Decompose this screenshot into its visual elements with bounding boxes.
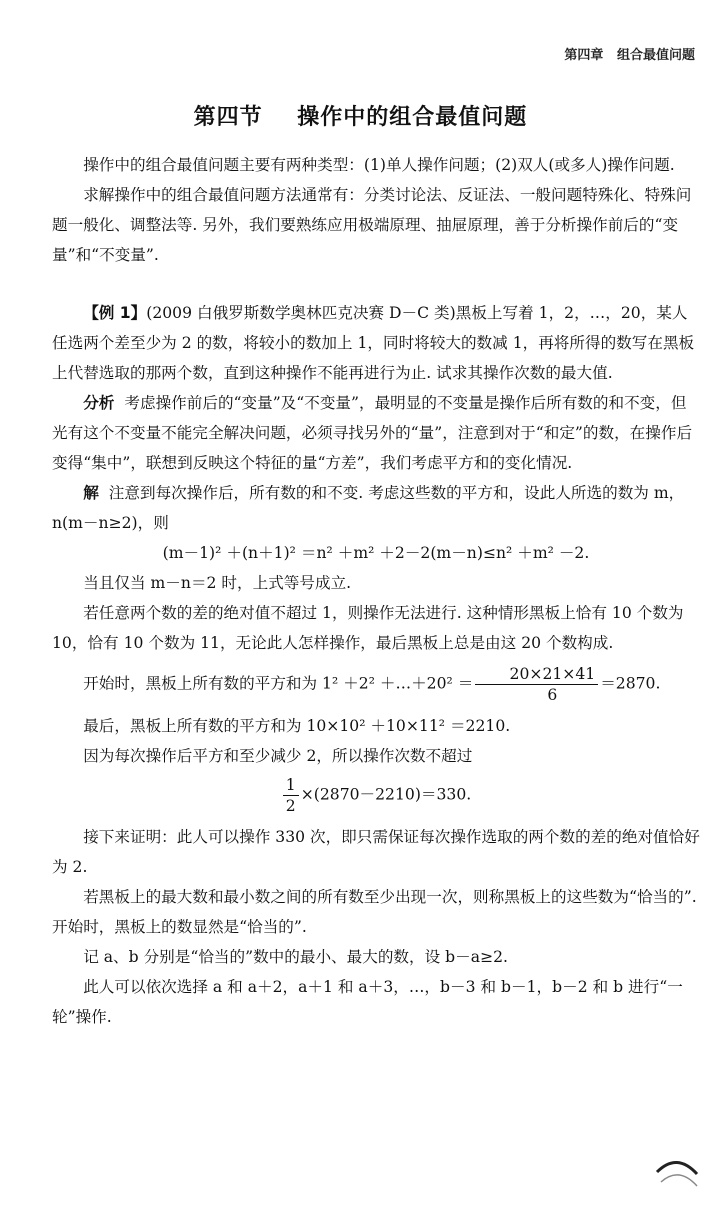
analysis-paragraph	[52, 388, 700, 478]
solution-text-1: 注意到每次操作后，所有数的和不变. 考虑这些数的平方和，设此人所选的数为 m，n(m－n≥2)，则	[52, 484, 685, 532]
solution-label: 解	[83, 484, 99, 502]
fraction-numerator: 20×21×41	[475, 664, 598, 685]
solution-paragraph-3: 若任意两个数的差的绝对值不超过 1，则操作无法进行. 这种情形黑板上恰有 10 个数为 10，恰有 10 个数为 11，无论此人怎样操作，最后黑板上总是由这 20 个数构成.	[52, 604, 684, 652]
section-title: 第四节 操作中的组合最值问题	[193, 105, 528, 130]
running-head: 第四章 组合最值问题	[564, 48, 695, 63]
example-text: (2009 白俄罗斯数学奥林匹克决赛 D－C 类)黑板上写着 1，2，…，20，某人任选两个差至少为 2 的数，将较小的数加上 1，同时将较大的数减 1，再将所得的数写在黑板上代替选取的那两个数，直到这种操作不能再进行为止. 试求其操作次数的最大值.	[52, 304, 695, 382]
fraction-denominator: 6	[547, 686, 558, 704]
equation-1: (m－1)² ＋(n＋1)² ＝n² ＋m² ＋2－2(m－n)≤n² ＋m² －2.	[162, 544, 590, 562]
fraction-half-denominator: 2	[285, 797, 296, 815]
page-curl-icon	[653, 1152, 701, 1200]
sum-squares-start-text: 开始时，黑板上所有数的平方和为 1² ＋2² ＋…＋20² ＝	[83, 674, 474, 693]
analysis-label: 分析	[83, 394, 115, 412]
solution-paragraph-6: 因为每次操作后平方和至少减少 2，所以操作次数不超过	[83, 747, 473, 765]
example-label: 【例 1】	[83, 304, 147, 322]
intro-paragraph-2: 求解操作中的组合最值问题方法通常有：分类讨论法、反证法、一般问题特殊化、特殊问题一般化、调整法等. 另外，我们要熟练应用极端原理、抽屉原理，善于分析操作前后的“变量”和“不变量”.	[52, 186, 692, 264]
solution-paragraph-9: 记 a、b 分别是“恰当的”数中的最小、最大的数，设 b－a≥2.	[83, 948, 508, 966]
solution-paragraph-2: 当且仅当 m－n＝2 时，上式等号成立.	[83, 574, 352, 592]
equation-2-text: ×(2870－2210)＝330.	[300, 785, 472, 804]
solution-paragraph-5: 最后，黑板上所有数的平方和为 10×10² ＋10×11² ＝2210.	[83, 717, 511, 735]
solution-paragraph-1	[52, 478, 700, 538]
solution-paragraph-8: 若黑板上的最大数和最小数之间的所有数至少出现一次，则称黑板上的这些数为“恰当的”. 开始时，黑板上的数显然是“恰当的”.	[52, 888, 697, 936]
fraction-half	[283, 775, 299, 816]
analysis-text: 考虑操作前后的“变量”及“不变量”，最明显的不变量是操作后所有数的和不变，但光有这个不变量不能完全解决问题，必须寻找另外的“量”，注意到对于“和定”的数，在操作后变得“集中”，联想到反映这个特征的量“方差”，我们考虑平方和的变化情况.	[52, 394, 693, 472]
intro-paragraph-1: 操作中的组合最值问题主要有两种类型：(1)单人操作问题；(2)双人(或多人)操作问题.	[83, 156, 675, 174]
fraction-half-numerator: 1	[283, 775, 299, 796]
solution-paragraph-7: 接下来证明：此人可以操作 330 次，即只需保证每次操作选取的两个数的差的绝对值恰好为 2.	[52, 828, 700, 876]
equation-2	[52, 775, 700, 816]
solution-paragraph-10: 此人可以依次选择 a 和 a＋2，a＋1 和 a＋3，…，b－3 和 b－1，b－2 和 b 进行“一轮”操作.	[52, 978, 683, 1026]
example-1	[52, 298, 700, 388]
solution-paragraph-4	[52, 664, 700, 705]
page-body	[52, 150, 700, 1032]
sum-squares-result: ＝2870.	[600, 674, 661, 693]
fraction-sum-squares	[475, 664, 598, 705]
